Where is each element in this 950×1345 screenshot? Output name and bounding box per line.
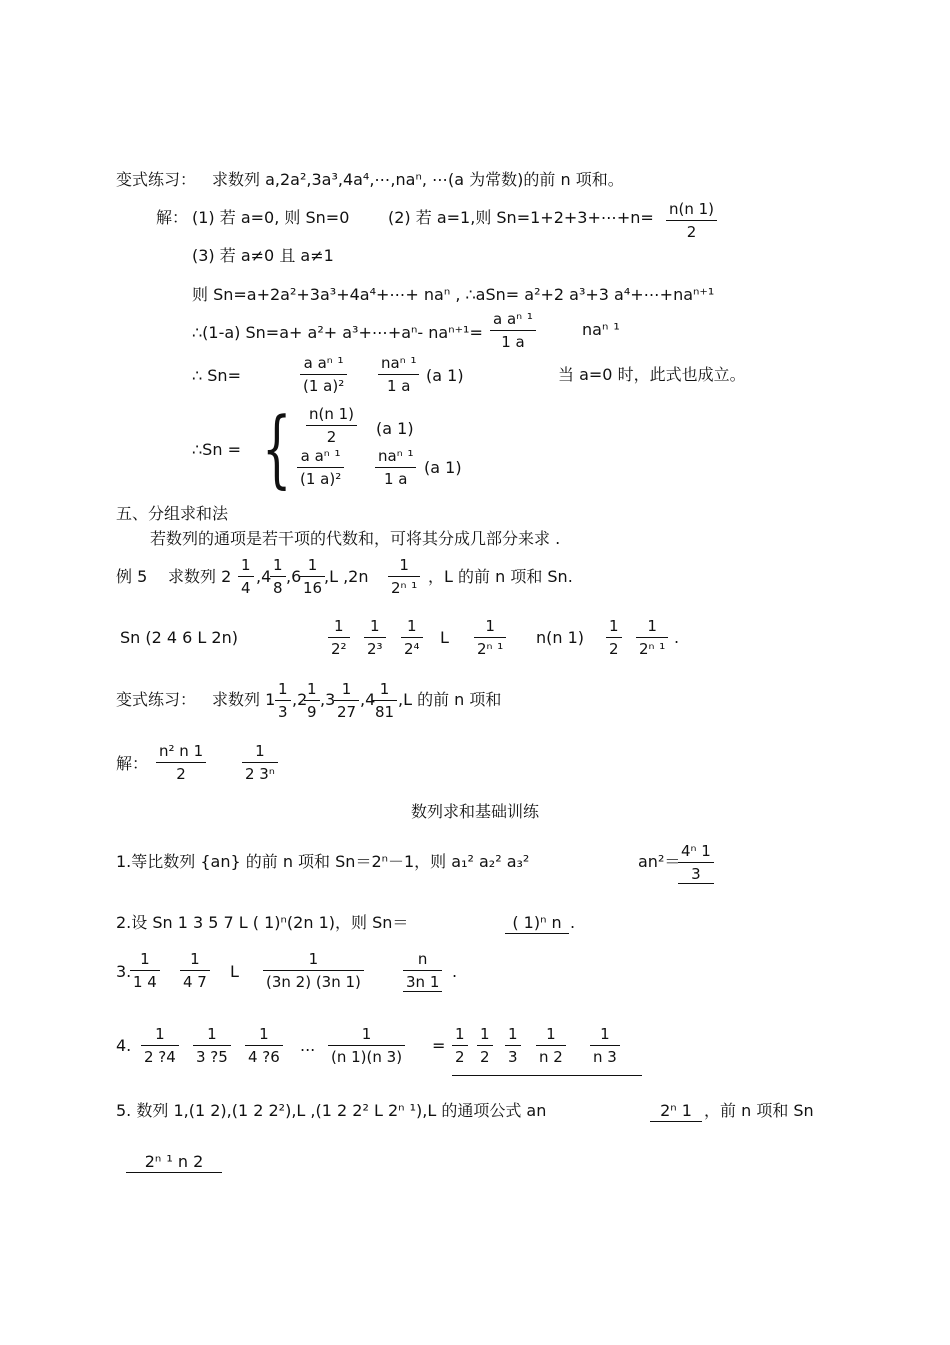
variant2-t3: ,4 xyxy=(360,690,376,709)
variant2-sol-label: 解： xyxy=(116,754,149,773)
q1-answer: 4ⁿ 1 3 xyxy=(678,842,714,884)
q5-mid: ，前 n 项和 Sn xyxy=(704,1101,814,1120)
solution-label: 解： xyxy=(156,208,189,227)
example5-sol-frac-5: 1 2 xyxy=(606,617,622,658)
q4-mid: ... xyxy=(300,1036,316,1055)
q4-equals: = xyxy=(432,1036,446,1055)
case1: (1) 若 a=0, 则 Sn=0 xyxy=(192,208,350,227)
q4-answer-frac-4: 1 n 2 xyxy=(536,1025,566,1066)
step1: 则 Sn=a+2a²+3a³+4a⁴+⋯+ naⁿ , ∴aSn= a²+2 a³+3 a⁴+⋯+naⁿ⁺¹ xyxy=(192,285,715,304)
variant2-sol-frac-1: n² n 1 2 xyxy=(156,742,206,783)
example5-sol-frac-1: 1 2² xyxy=(328,617,350,658)
training-title: 数列求和基础训练 xyxy=(410,802,539,821)
q3-label: 3. xyxy=(116,962,132,981)
example5-sol-frac-2: 1 2³ xyxy=(364,617,386,658)
q3-frac-2: 1 4 7 xyxy=(180,950,210,991)
q4-frac-3: 1 4 ?6 xyxy=(245,1025,283,1066)
q2-end: . xyxy=(570,913,576,932)
q3-frac-1: 1 1 4 xyxy=(130,950,160,991)
example5-frac-3: 1 16 xyxy=(300,556,325,597)
q3-frac-3: 1 (3n 2) (3n 1) xyxy=(263,950,364,991)
example5-label: 例 5 xyxy=(116,567,148,586)
q3-mid: L xyxy=(230,962,239,981)
q4-frac-1: 1 2 ?4 xyxy=(141,1025,179,1066)
variant2-t2: ,3 xyxy=(320,690,336,709)
brace-icon: { xyxy=(262,399,292,497)
variant2-t4: ,L 的前 n 项和 xyxy=(398,690,502,709)
q4-answer xyxy=(452,1025,642,1076)
example5-sol-frac-3: 1 2⁴ xyxy=(401,617,423,658)
case2-fraction: n(n 1) 2 xyxy=(666,200,717,241)
variant2-sol-frac-2: 1 2 3ⁿ xyxy=(242,742,278,783)
q3-answer: n 3n 1 xyxy=(403,950,442,992)
q5-text: 5. 数列 1,(1 2),(1 2 2²),L ,(1 2 2² L 2ⁿ ¹),L 的通项公式 an xyxy=(116,1101,547,1120)
step2-fraction: a aⁿ ¹ 1 a xyxy=(490,310,536,351)
variant2-label: 变式练习： xyxy=(116,690,197,709)
example5-t3: ,L ,2n xyxy=(324,567,369,586)
variant1-label: 变式练习： xyxy=(116,170,197,189)
example5-sol-frac-4: 1 2ⁿ ¹ xyxy=(474,617,506,658)
q4-answer-frac-3: 1 3 xyxy=(505,1025,521,1066)
q3-end: . xyxy=(452,962,458,981)
variant2-frac-2: 1 9 xyxy=(304,680,320,721)
step3-fraction-1: a aⁿ ¹ (1 a)² xyxy=(300,354,347,395)
example5-t4: ，L 的前 n 项和 Sn. xyxy=(428,567,573,586)
step2: ∴(1-a) Sn=a+ a²+ a³+⋯+aⁿ- naⁿ⁺¹= xyxy=(192,323,483,342)
piecewise-tail-2: (a 1) xyxy=(424,458,462,477)
variant2-frac-1: 1 3 xyxy=(275,680,291,721)
variant2-text-a: 求数列 1 xyxy=(212,690,276,709)
step3-fraction-2: naⁿ ¹ 1 a xyxy=(378,354,419,395)
q4-answer-frac-1: 1 2 xyxy=(452,1025,468,1066)
piecewise-tail-1: (a 1) xyxy=(376,419,414,438)
step3-lead: ∴ Sn= xyxy=(192,366,241,385)
example5-sol-t1: n(n 1) xyxy=(536,628,585,647)
q5-answer-2: 2ⁿ ¹ n 2 xyxy=(126,1152,222,1173)
piecewise-fraction-1: n(n 1) 2 xyxy=(306,405,357,446)
example5-t2: ,6 xyxy=(286,567,302,586)
q1-tail: an²＝ xyxy=(638,852,681,871)
step2-tail: naⁿ ¹ xyxy=(582,320,620,339)
example5-sol-lead: Sn (2 4 6 L 2n) xyxy=(120,628,238,647)
example5-frac-1: 1 4 xyxy=(238,556,254,597)
q2-text: 2.设 Sn 1 3 5 7 L ( 1)ⁿ(2n 1)，则 Sn＝ xyxy=(116,913,409,932)
case2: (2) 若 a=1,则 Sn=1+2+3+⋯+n= xyxy=(388,208,654,227)
q2-answer: ( 1)ⁿ n xyxy=(505,913,569,934)
section-intro: 若数列的通项是若干项的代数和，可将其分成几部分来求 . xyxy=(150,529,561,548)
section-heading: 五、分组求和法 xyxy=(116,504,229,523)
example5-frac-2: 1 8 xyxy=(270,556,286,597)
example5-frac-4: 1 2ⁿ ¹ xyxy=(388,556,420,597)
piecewise-fraction-3: naⁿ ¹ 1 a xyxy=(375,447,416,488)
example5-text-a: 求数列 2 xyxy=(168,567,232,586)
q4-answer-frac-5: 1 n 3 xyxy=(590,1025,620,1066)
q4-frac-4: 1 (n 1)(n 3) xyxy=(328,1025,405,1066)
step3-tail: (a 1) xyxy=(426,366,464,385)
variant2-t1: ,2 xyxy=(292,690,308,709)
piecewise-fraction-2: a aⁿ ¹ (1 a)² xyxy=(297,447,344,488)
step3-note: 当 a=0 时，此式也成立。 xyxy=(558,365,746,384)
q4-label: 4. xyxy=(116,1036,132,1055)
example5-sol-mid: L xyxy=(440,628,449,647)
q4-answer-frac-2: 1 2 xyxy=(477,1025,493,1066)
variant2-frac-4: 1 81 xyxy=(372,680,397,721)
example5-t1: ,4 xyxy=(256,567,272,586)
variant2-frac-3: 1 27 xyxy=(334,680,359,721)
example5-sol-frac-6: 1 2ⁿ ¹ xyxy=(636,617,668,658)
q4-frac-2: 1 3 ?5 xyxy=(193,1025,231,1066)
piecewise-lead: ∴Sn = xyxy=(192,440,241,459)
q5-answer-1: 2ⁿ 1 xyxy=(650,1101,702,1122)
variant1-question: 求数列 a,2a²,3a³,4a⁴,⋯,naⁿ, ⋯(a 为常数)的前 n 项和。 xyxy=(212,170,624,189)
example5-sol-end: . xyxy=(674,628,680,647)
case3: (3) 若 a≠0 且 a≠1 xyxy=(192,246,334,265)
q1-text: 1.等比数列 {an} 的前 n 项和 Sn＝2ⁿ－1，则 a₁² a₂² a₃² xyxy=(116,852,530,871)
